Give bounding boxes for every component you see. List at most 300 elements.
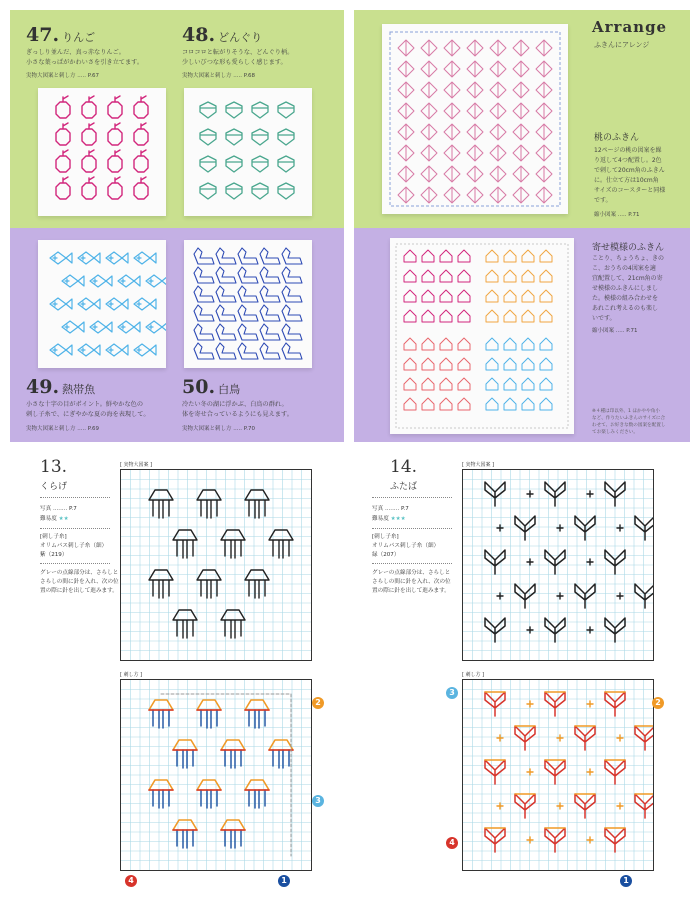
page-13-level: 難易度 ★★ [40, 516, 69, 522]
page-13-note: グレーの点線部分は、さらしと さらしの間に針を入れ、次の位 置の際に針を出して進みます。 [40, 570, 119, 594]
peach-motif [444, 82, 460, 98]
acorn-motif [226, 183, 242, 199]
swan-motif [282, 286, 302, 302]
sprout-motif [635, 584, 653, 608]
futaba-pattern-grid [462, 469, 654, 661]
butterfly-motif [486, 250, 498, 262]
cross-motif [527, 701, 533, 707]
sprout-motif [515, 584, 535, 608]
page-14-label-method: [ 刺し方 ] [462, 672, 485, 678]
butterfly-motif [504, 290, 516, 302]
sprout-motif [485, 482, 505, 506]
peach-motif [467, 103, 483, 119]
page-14-number: 14. [390, 457, 418, 477]
peach-motif [490, 82, 506, 98]
peach-motif [536, 61, 552, 77]
fish-motif [146, 321, 166, 333]
bird-motif [440, 310, 452, 322]
fish-motif [106, 252, 128, 264]
pattern-49-desc: 小さな十字の目がポイント。鮮やかな色の 刺し子糸で、にぎやかな夏の海を表現して。 [26, 401, 150, 418]
house-motif [540, 398, 552, 410]
peach-motif [490, 61, 506, 77]
cross-motif [617, 525, 623, 531]
cross-motif [587, 837, 593, 843]
butterfly-motif [486, 270, 498, 282]
fish-motif [134, 344, 156, 356]
jellyfish-motif [173, 740, 197, 750]
jellyfish-method-grid [120, 679, 312, 871]
fish-motif [62, 321, 84, 333]
cross-motif [587, 769, 593, 775]
house-motif [504, 398, 516, 410]
jellyfish-motif [153, 710, 169, 728]
butterfly-motif [522, 270, 534, 282]
step-4-badge: 4 [446, 837, 458, 849]
jellyfish-motif [173, 530, 197, 558]
butterfly-motif [540, 290, 552, 302]
acorn-motif [200, 102, 216, 118]
sprout-motif [485, 550, 505, 574]
swan-motif [260, 286, 280, 302]
jellyfish-motif [197, 490, 221, 518]
mushroom-motif [458, 398, 470, 410]
peach-motif [444, 145, 460, 161]
yose-note: ※４種は印以外、1 ほかやや角小 など、作りたいふきんのサイズに合 わせて、お好きな数の図案を配置し てお楽しみください。 [592, 409, 666, 435]
apple-motif [108, 123, 122, 145]
bird-motif [440, 270, 452, 282]
peach-motif [467, 166, 483, 182]
acorn-motif [252, 102, 268, 118]
butterfly-motif [504, 310, 516, 322]
butterfly-motif [522, 290, 534, 302]
swan-pattern-image [184, 240, 312, 368]
page-13-thread: [刺し子糸] オリムパス刺し子糸（細） 紫（219） [40, 534, 108, 558]
cross-motif [617, 593, 623, 599]
momo-title: 桃のふきん [594, 133, 640, 143]
page-13-number: 13. [40, 457, 68, 477]
peach-motif [513, 124, 529, 140]
page-13-photo: 写真 ........ P.7 [40, 506, 77, 512]
fish-cloth [38, 240, 166, 368]
acorn-motif [226, 156, 242, 172]
apple-cloth [38, 88, 166, 216]
butterfly-motif [540, 250, 552, 262]
apple-motif [134, 123, 148, 145]
peach-motif [513, 187, 529, 203]
peach-motif [421, 187, 437, 203]
butterfly-motif [522, 250, 534, 262]
house-motif [540, 358, 552, 370]
swan-motif [282, 248, 302, 264]
bird-motif [404, 250, 416, 262]
fish-motif [78, 252, 100, 264]
pattern-48-name: どんぐり [218, 31, 263, 44]
mushroom-motif [440, 398, 452, 410]
peach-motif [467, 82, 483, 98]
jellyfish-motif [153, 790, 169, 808]
butterfly-motif [504, 250, 516, 262]
apple-motif [82, 96, 96, 118]
step-1-badge: 1 [620, 875, 632, 887]
peach-motif [513, 82, 529, 98]
jellyfish-motif [221, 740, 245, 750]
acorn-motif [278, 183, 294, 199]
fish-motif [118, 275, 140, 287]
momo-desc: 12ページの桃の図案を繰 り返して4つ配置し。2色 で刺して20cm角のふきん に。仕立て方は10cm角 サイズのコースターと同様 です。 [594, 147, 666, 204]
momo-cloth [382, 24, 568, 214]
bird-motif [404, 310, 416, 322]
apple-motif [108, 150, 122, 172]
bird-motif [458, 270, 470, 282]
bird-motif [404, 270, 416, 282]
butterfly-motif [540, 310, 552, 322]
cross-motif [587, 627, 593, 633]
peach-motif [467, 124, 483, 140]
peach-motif [490, 145, 506, 161]
fish-motif [134, 298, 156, 310]
jellyfish-motif [225, 830, 241, 848]
bird-motif [458, 310, 470, 322]
bird-motif [440, 290, 452, 302]
peach-motif [444, 103, 460, 119]
peach-motif [398, 61, 414, 77]
swan-motif [194, 248, 214, 264]
bird-motif [440, 250, 452, 262]
fish-motif [50, 298, 72, 310]
acorn-motif [252, 183, 268, 199]
fish-motif [106, 344, 128, 356]
cross-motif [587, 701, 593, 707]
step-4-badge: 4 [125, 875, 137, 887]
swan-motif [260, 343, 280, 359]
mushroom-motif [440, 358, 452, 370]
cross-motif [587, 491, 593, 497]
apple-motif [134, 150, 148, 172]
yose-pattern-image [390, 238, 574, 434]
page-13 [0, 445, 350, 900]
fish-motif [146, 275, 166, 287]
house-motif [504, 378, 516, 390]
sprout-motif [485, 828, 505, 852]
arrange-subtitle: ふきんにアレンジ [594, 41, 650, 49]
mushroom-motif [404, 378, 416, 390]
apple-motif [56, 177, 70, 199]
step-1-badge: 1 [278, 875, 290, 887]
peach-motif [536, 187, 552, 203]
peach-motif [421, 103, 437, 119]
page-13-label-pattern: [ 実物大図案 ] [120, 462, 153, 468]
cross-motif [617, 803, 623, 809]
step-2-badge: 2 [652, 697, 664, 709]
sprout-motif [485, 760, 505, 784]
step-3-badge: 3 [446, 687, 458, 699]
fish-motif [106, 298, 128, 310]
swan-cloth [184, 240, 312, 368]
page-13-name: くらげ [40, 482, 68, 492]
sprout-motif [545, 692, 565, 716]
fish-motif [62, 275, 84, 287]
house-motif [522, 378, 534, 390]
bird-motif [422, 250, 434, 262]
house-motif [504, 358, 516, 370]
jellyfish-pattern-image [121, 470, 311, 660]
sprout-motif [485, 692, 505, 716]
page-14-label-pattern: [ 実物大図案 ] [462, 462, 495, 468]
apple-pattern-image [38, 88, 166, 216]
sprout-motif [545, 550, 565, 574]
acorn-cloth [184, 88, 312, 216]
pattern-47-number: 47. りんご [26, 24, 96, 46]
peach-motif [398, 103, 414, 119]
pattern-48-number: 48. どんぐり [182, 24, 263, 46]
bird-motif [404, 290, 416, 302]
swan-motif [238, 267, 258, 283]
peach-motif [513, 166, 529, 182]
butterfly-motif [486, 310, 498, 322]
fish-motif [50, 344, 72, 356]
peach-motif [536, 40, 552, 56]
peach-motif [536, 166, 552, 182]
peach-motif [444, 40, 460, 56]
acorn-motif [252, 156, 268, 172]
swan-motif [282, 343, 302, 359]
peach-motif [444, 124, 460, 140]
peach-motif [467, 187, 483, 203]
bird-motif [422, 270, 434, 282]
peach-motif [490, 187, 506, 203]
cross-motif [527, 837, 533, 843]
butterfly-motif [486, 290, 498, 302]
jellyfish-motif [173, 610, 197, 638]
swan-motif [194, 343, 214, 359]
jellyfish-motif [269, 530, 293, 558]
yose-title: 寄せ模様のふきん [592, 243, 665, 253]
house-motif [540, 378, 552, 390]
swan-motif [216, 343, 236, 359]
jellyfish-motif [177, 830, 193, 848]
peach-motif [421, 166, 437, 182]
peach-motif [467, 40, 483, 56]
peach-motif [398, 124, 414, 140]
sprout-motif [545, 482, 565, 506]
mushroom-motif [422, 378, 434, 390]
peach-motif [490, 40, 506, 56]
pattern-49-ref: 実物大図案と刺し方 ..... P.69 [26, 426, 99, 432]
peach-motif [490, 166, 506, 182]
panel-yose [354, 228, 690, 442]
jellyfish-motif [245, 780, 269, 790]
swan-motif [216, 324, 236, 340]
swan-motif [216, 248, 236, 264]
swan-motif [216, 286, 236, 302]
peach-motif [490, 124, 506, 140]
mushroom-motif [404, 338, 416, 350]
acorn-motif [200, 156, 216, 172]
page-14-thread: [刺し子糸] オリムパス刺し子糸（細） 緑（207） [372, 534, 440, 558]
acorn-motif [278, 102, 294, 118]
peach-motif [536, 124, 552, 140]
pattern-47-desc: ぎっしり並んだ、真っ赤なりんご。 小さな葉っぱがかわいさを引き立てます。 [26, 49, 144, 66]
apple-motif [56, 150, 70, 172]
swan-motif [238, 286, 258, 302]
peach-motif [444, 187, 460, 203]
peach-motif [513, 61, 529, 77]
swan-motif [238, 324, 258, 340]
peach-motif [398, 166, 414, 182]
mushroom-motif [458, 358, 470, 370]
swan-motif [238, 305, 258, 321]
acorn-motif [278, 129, 294, 145]
swan-motif [260, 267, 280, 283]
mushroom-motif [404, 358, 416, 370]
jellyfish-motif [221, 610, 245, 638]
cross-motif [497, 593, 503, 599]
pattern-50-ref: 実物大図案と刺し方 ..... P.70 [182, 426, 255, 432]
swan-motif [238, 343, 258, 359]
bird-motif [422, 310, 434, 322]
pattern-47-ref: 実物大図案と刺し方 ..... P.67 [26, 73, 99, 79]
fish-pattern-image [38, 240, 166, 368]
apple-motif [56, 123, 70, 145]
jellyfish-motif [173, 820, 197, 830]
swan-motif [282, 267, 302, 283]
swan-motif [216, 267, 236, 283]
cross-motif [527, 491, 533, 497]
pattern-47-name: りんご [62, 31, 96, 44]
swan-motif [238, 248, 258, 264]
step-3-badge: 3 [312, 795, 324, 807]
jellyfish-motif [221, 530, 245, 558]
jellyfish-motif [149, 490, 173, 518]
fish-motif [78, 298, 100, 310]
house-motif [540, 338, 552, 350]
mushroom-motif [422, 398, 434, 410]
peach-motif [467, 61, 483, 77]
sprout-motif [575, 794, 595, 818]
butterfly-motif [504, 270, 516, 282]
step-2-badge: 2 [312, 697, 324, 709]
peach-motif [513, 145, 529, 161]
yose-ref: 縮小図案 ..... P.71 [592, 328, 638, 334]
acorn-pattern-image [184, 88, 312, 216]
jellyfish-motif [201, 790, 217, 808]
pattern-49-name: 熱帯魚 [62, 383, 96, 396]
jellyfish-motif [249, 790, 265, 808]
futaba-method-image [463, 680, 653, 870]
acorn-motif [252, 129, 268, 145]
fish-motif [90, 321, 112, 333]
cross-motif [587, 559, 593, 565]
sprout-motif [545, 760, 565, 784]
jellyfish-motif [149, 780, 173, 790]
peach-motif [398, 82, 414, 98]
swan-motif [260, 248, 280, 264]
swan-motif [194, 267, 214, 283]
page-14-note: グレーの点線部分は、さらしと さらしの間に針を入れ、次の位 置の際に針を出して進みます。 [372, 570, 451, 594]
sprout-motif [635, 794, 653, 818]
jellyfish-motif [197, 780, 221, 790]
sprout-motif [545, 828, 565, 852]
acorn-motif [278, 156, 294, 172]
cross-motif [497, 525, 503, 531]
panel-arrange-momo [354, 10, 690, 228]
apple-motif [108, 177, 122, 199]
butterfly-motif [522, 310, 534, 322]
fish-motif [134, 252, 156, 264]
page-14-level: 難易度 ★★★ [372, 516, 406, 522]
fish-motif [118, 321, 140, 333]
jellyfish-motif [221, 820, 245, 830]
mushroom-motif [458, 378, 470, 390]
mushroom-motif [458, 338, 470, 350]
pattern-48-desc: コロコロと転がりそうな、どんぐり柄。 少しいびつな形も愛らしく感じます。 [182, 49, 294, 66]
page-14 [350, 445, 700, 900]
jellyfish-pattern-grid [120, 469, 312, 661]
yose-cloth [390, 238, 574, 434]
peach-motif [444, 166, 460, 182]
butterfly-motif [540, 270, 552, 282]
peach-motif [421, 40, 437, 56]
page-14-photo: 写真 ........ P.7 [372, 506, 409, 512]
swan-motif [282, 305, 302, 321]
peach-motif [513, 40, 529, 56]
swan-motif [194, 324, 214, 340]
peach-motif [536, 103, 552, 119]
jellyfish-motif [249, 710, 265, 728]
acorn-motif [226, 129, 242, 145]
apple-motif [134, 96, 148, 118]
cross-motif [497, 735, 503, 741]
sprout-motif [575, 584, 595, 608]
peach-motif [421, 82, 437, 98]
mushroom-motif [422, 338, 434, 350]
apple-motif [56, 96, 70, 118]
apple-motif [108, 96, 122, 118]
fish-motif [90, 275, 112, 287]
mushroom-motif [404, 398, 416, 410]
peach-motif [513, 103, 529, 119]
peach-motif [421, 61, 437, 77]
swan-motif [282, 324, 302, 340]
bird-motif [422, 290, 434, 302]
swan-motif [260, 305, 280, 321]
panel-apple-acorn [10, 10, 344, 228]
mushroom-motif [422, 358, 434, 370]
pattern-49-number: 49. 熱帯魚 [26, 376, 96, 398]
yose-desc: ことり、ちょうちょ、きの こ、おうちの4図案を適 宜配置して、21cm角の寄 せ模様のふきんにしまし た。模様の組み合わせを あれこれ考えるのも楽し いです。 [592, 255, 665, 322]
peach-motif [536, 82, 552, 98]
acorn-motif [200, 183, 216, 199]
acorn-motif [226, 102, 242, 118]
cross-motif [527, 559, 533, 565]
house-motif [486, 378, 498, 390]
peach-motif [398, 187, 414, 203]
momo-ref: 縮小図案 ..... P.71 [594, 212, 640, 218]
bird-motif [458, 290, 470, 302]
fish-motif [50, 252, 72, 264]
house-motif [522, 398, 534, 410]
pattern-48-ref: 実物大図案と刺し方 ..... P.68 [182, 73, 255, 79]
page-14-name: ふたば [390, 482, 418, 492]
sprout-motif [545, 618, 565, 642]
jellyfish-motif [201, 710, 217, 728]
peach-motif [398, 145, 414, 161]
fish-motif [78, 344, 100, 356]
apple-motif [134, 177, 148, 199]
mushroom-motif [440, 338, 452, 350]
peach-motif [421, 145, 437, 161]
apple-motif [82, 150, 96, 172]
